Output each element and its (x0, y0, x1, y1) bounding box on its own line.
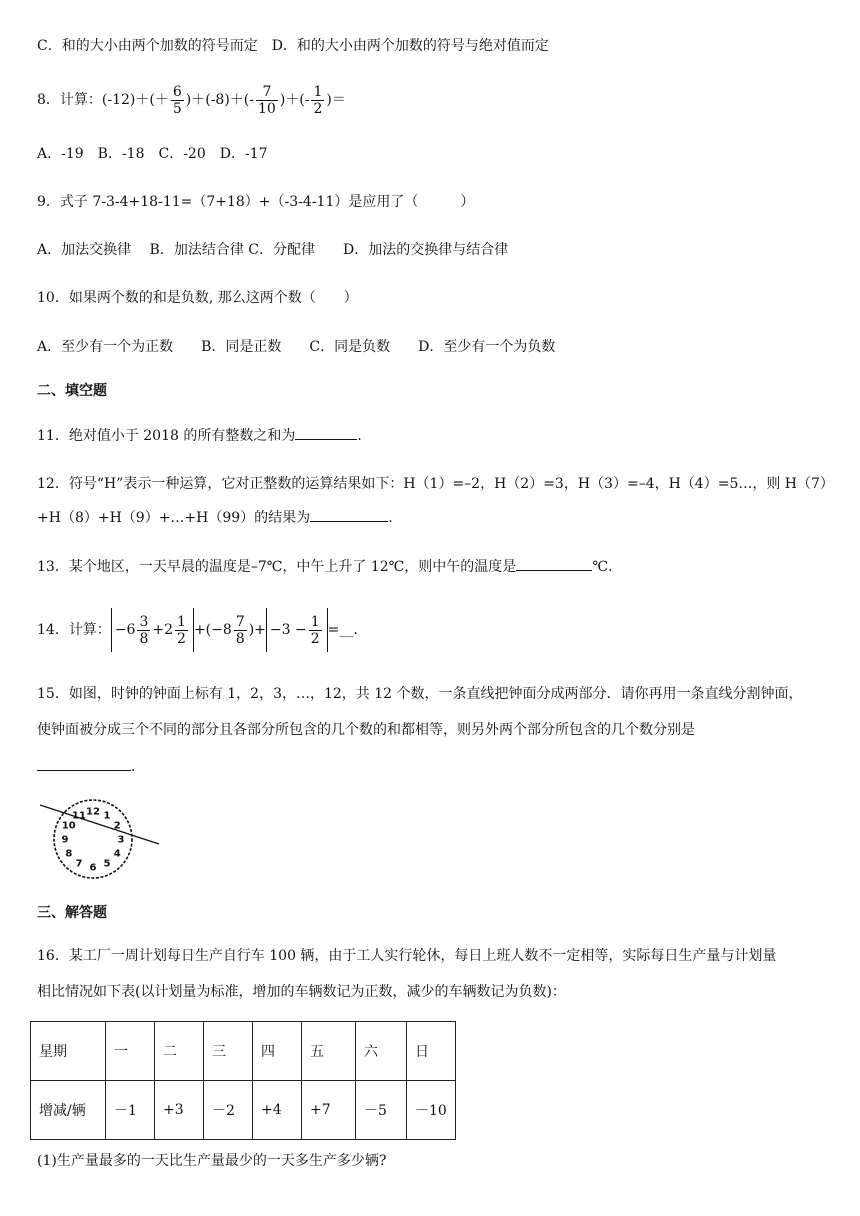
q15-line2: 使钟面被分成三个不同的部分且各部分所包含的几个数的和都相等，则另外两个部分所包含的几个数分别是 (37, 722, 695, 738)
table-cell: 一 (106, 1022, 155, 1081)
q8-prefix: 8．计算：(-12)＋(＋ (37, 92, 169, 108)
q8-fraction-2 (256, 84, 278, 117)
clock-figure (38, 794, 164, 880)
q14-f2-den: 2 (177, 630, 186, 647)
q12-end: . (388, 510, 393, 526)
table-row (31, 1022, 456, 1081)
section-fill-in-heading: 二、填空题 (37, 383, 107, 399)
q13-stem (37, 556, 612, 577)
q8-mid2: )＋(- (279, 92, 310, 108)
table-cell: 星期 (31, 1022, 106, 1081)
table-cell: －5 (356, 1081, 407, 1140)
table-cell: 日 (407, 1022, 456, 1081)
q14-f3-num: 7 (235, 613, 245, 630)
q11-answer-blank (295, 425, 357, 440)
q8-f2-num: 7 (262, 83, 272, 100)
q16-line2: 相比情况如下表(以计划量为标准，增加的车辆数记为正数，减少的车辆数记为负数)： (37, 984, 566, 1000)
q14-f1-den: 8 (139, 630, 149, 647)
q11-end: . (357, 428, 362, 444)
q14-abs-1 (111, 608, 194, 652)
clock-number: 9 (61, 834, 69, 846)
q15-line1: 15．如图，时钟的钟面上标有 1，2，3，…，12，共 12 个数，一条直线把钟面分成两部分．请你再用一条直线分割钟面， (37, 686, 803, 702)
q12-text: +H（8）+H（9）+…+H（99）的结果为 (37, 510, 311, 526)
q15-answer-blank (37, 756, 131, 771)
q8-mid1: )＋(-8)＋(- (185, 92, 254, 108)
q14-fraction-1 (137, 614, 150, 647)
q14-b2: )+ (248, 622, 266, 638)
clock-number: 10 (61, 820, 76, 832)
clock-number: 1 (103, 810, 111, 822)
q8-fraction-3 (311, 84, 324, 117)
q8-fraction-1 (171, 84, 184, 117)
q8-f3-den: 2 (313, 100, 323, 117)
q8-suffix: )＝ (326, 92, 346, 108)
q13-text: 13．某个地区，一天早晨的温度是–7℃，中午上升了 12℃，则中午的温度是 (37, 559, 517, 575)
table-row (31, 1081, 456, 1140)
q8-options: A．-19 B．-18 C．-20 D．-17 (37, 146, 268, 162)
clock-number: 5 (103, 858, 111, 870)
q16-sub1: (1)生产量最多的一天比生产量最少的一天多生产多少辆? (37, 1153, 387, 1169)
q14-f2-num: 1 (177, 613, 186, 630)
q13-end: ℃. (592, 559, 613, 575)
q16-line1: 16．某工厂一周计划每日生产自行车 100 辆，由于工人实行轮休，每日上班人数不一定相等，实际每日生产量与计划量 (37, 948, 777, 964)
q8-f3-num: 1 (313, 83, 323, 100)
clock-number: 4 (113, 848, 121, 860)
table-cell: 增减/辆 (31, 1081, 106, 1140)
section-solve-heading: 三、解答题 (37, 905, 107, 921)
q14-f4-num: 1 (310, 613, 320, 630)
table-cell: +3 (155, 1081, 204, 1140)
q8-f1-num: 6 (172, 83, 182, 100)
clock-number: 2 (113, 820, 121, 832)
q10-stem: 10．如果两个数的和是负数, 那么这两个数（ ） (37, 290, 358, 306)
table-cell: －2 (204, 1081, 253, 1140)
q12-answer-blank (310, 507, 388, 522)
table-cell: 五 (302, 1022, 356, 1081)
q14-fraction-3 (234, 614, 247, 647)
q14-stem (37, 608, 358, 652)
table-cell: +7 (302, 1081, 356, 1140)
q14-a1: −6 (114, 622, 136, 638)
clock-number: 3 (117, 834, 125, 846)
q14-f4-den: 2 (310, 630, 320, 647)
q8-f2-den: 10 (257, 100, 276, 117)
clock-number: 12 (86, 806, 100, 818)
table-cell: 二 (155, 1022, 204, 1081)
q14-a2: +2 (152, 622, 174, 638)
q14-fraction-2 (175, 614, 188, 647)
q15-end: . (131, 759, 136, 775)
q11-stem (37, 425, 362, 446)
q13-answer-blank (516, 556, 592, 571)
q12-line1: 12．符号“H”表示一种运算，它对正整数的运算结果如下：H（1）=–2，H（2）=3，H（3）=–4，H（4）=5…，则 H（7） (37, 476, 834, 492)
q8-f1-den: 5 (172, 100, 182, 117)
q14-fraction-4 (309, 614, 322, 647)
clock-number: 11 (72, 810, 86, 822)
production-table (30, 1021, 456, 1140)
clock-number: 8 (65, 848, 73, 860)
q15-line3 (37, 756, 135, 777)
q10-options: A．至少有一个为正数 B．同是正数 C．同是负数 D．至少有一个为负数 (37, 339, 556, 355)
clock-number: 7 (75, 858, 83, 870)
q14-prefix: 14．计算： (37, 622, 111, 638)
clock-number: 6 (89, 862, 97, 874)
q11-text: 11．绝对值小于 2018 的所有整数之和为 (37, 428, 296, 444)
q14-suffix: =__. (327, 622, 358, 638)
q8-stem (37, 80, 346, 120)
q14-f1-num: 3 (139, 613, 149, 630)
table-cell: 四 (253, 1022, 302, 1081)
q7-options-cd: C．和的大小由两个加数的符号而定 D．和的大小由两个加数的符号与绝对值而定 (37, 38, 549, 54)
table-cell: －10 (407, 1081, 456, 1140)
q14-b1: +(−8 (193, 622, 232, 638)
q14-c1: −3 − (269, 622, 307, 638)
table-cell: +4 (253, 1081, 302, 1140)
q9-stem: 9．式子 7-3-4+18-11=（7+18）+（-3-4-11）是应用了（ ） (37, 194, 475, 210)
q12-line2 (37, 507, 393, 528)
q14-abs-2 (266, 608, 328, 652)
table-cell: 三 (204, 1022, 253, 1081)
q9-options: A．加法交换律 B．加法结合律 C．分配律 D．加法的交换律与结合律 (37, 242, 509, 258)
table-cell: 六 (356, 1022, 407, 1081)
q14-f3-den: 8 (235, 630, 245, 647)
table-cell: －1 (106, 1081, 155, 1140)
